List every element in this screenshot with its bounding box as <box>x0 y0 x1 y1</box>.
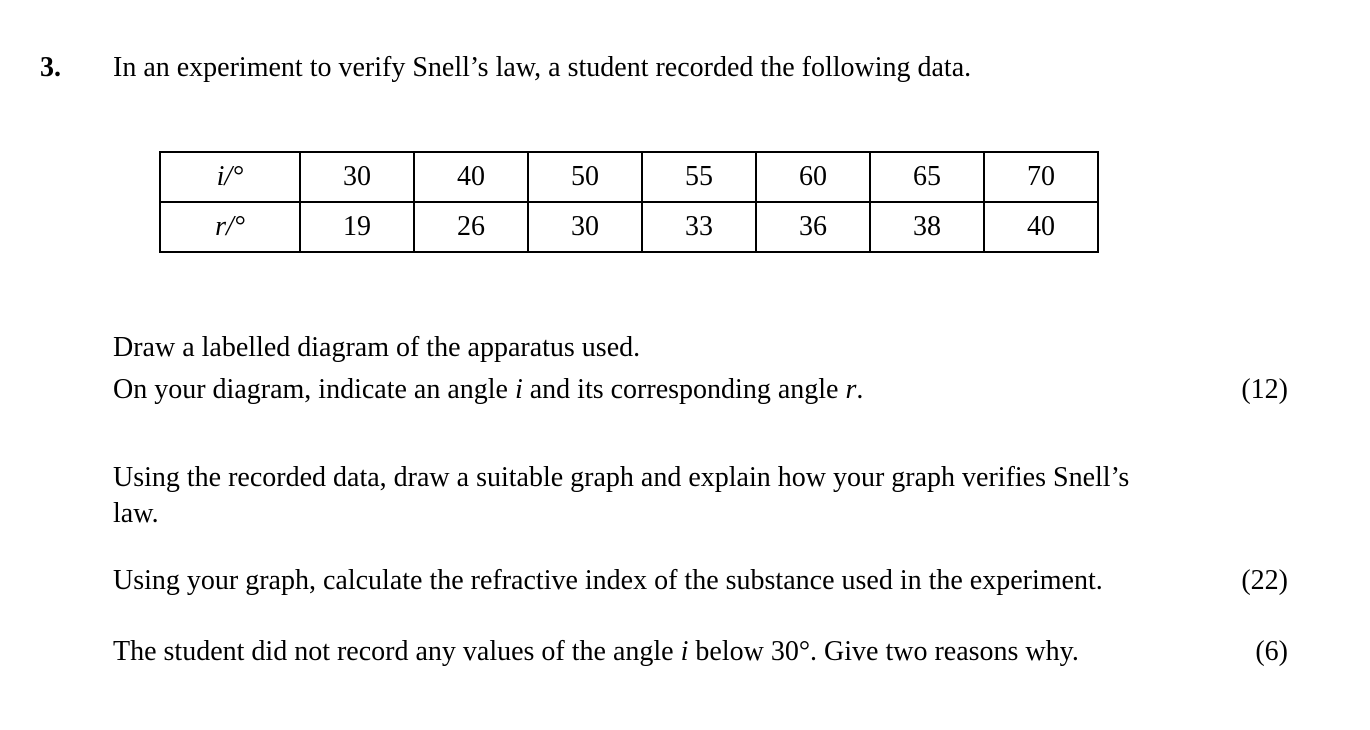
table-cell: 38 <box>870 202 984 252</box>
table-cell: 40 <box>984 202 1098 252</box>
part-1-marks: (12) <box>1241 374 1288 405</box>
part-1-line-2 <box>113 372 863 408</box>
table-cell: 55 <box>642 152 756 202</box>
question-intro: In an experiment to verify Snell’s law, a student recorded the following data. <box>113 52 972 83</box>
table-row <box>160 152 1098 202</box>
part-2-text: Using the recorded data, draw a suitable graph and explain how your graph verifies Snell’s law. <box>113 462 1130 529</box>
table-row <box>160 202 1098 252</box>
table-cell: 26 <box>414 202 528 252</box>
table-cell: 70 <box>984 152 1098 202</box>
part-1-line-1: Draw a labelled diagram of the apparatus used. <box>113 332 641 363</box>
row-label-refraction: r/° <box>160 202 300 252</box>
table-cell: 19 <box>300 202 414 252</box>
table-cell: 30 <box>528 202 642 252</box>
part-4-text-a: The student did not record any values of the angle <box>113 636 681 667</box>
table-cell: 65 <box>870 152 984 202</box>
table-cell: 33 <box>642 202 756 252</box>
part-4-text <box>113 634 1079 670</box>
table-cell: 40 <box>414 152 528 202</box>
part-3-text: Using your graph, calculate the refractive index of the substance used in the experiment. <box>113 565 1103 596</box>
question-number: 3. <box>40 52 61 83</box>
part-1-text-b: and its corresponding angle <box>522 374 846 405</box>
angle-i-symbol: i <box>680 636 689 667</box>
part-4-marks: (6) <box>1255 636 1288 667</box>
table-cell: 36 <box>756 202 870 252</box>
angle-i-symbol: i <box>514 374 523 405</box>
table-cell: 50 <box>528 152 642 202</box>
table-cell: 60 <box>756 152 870 202</box>
part-4-text-b: below 30°. Give two reasons why. <box>688 636 1079 667</box>
part-1-text-a: On your diagram, indicate an angle <box>113 374 515 405</box>
part-1-text-c: . <box>856 374 864 405</box>
data-table <box>159 151 1099 253</box>
angle-r-symbol: r <box>845 374 857 405</box>
row-label-incidence: i/° <box>160 152 300 202</box>
table-cell: 30 <box>300 152 414 202</box>
part-3-marks: (22) <box>1241 565 1288 596</box>
